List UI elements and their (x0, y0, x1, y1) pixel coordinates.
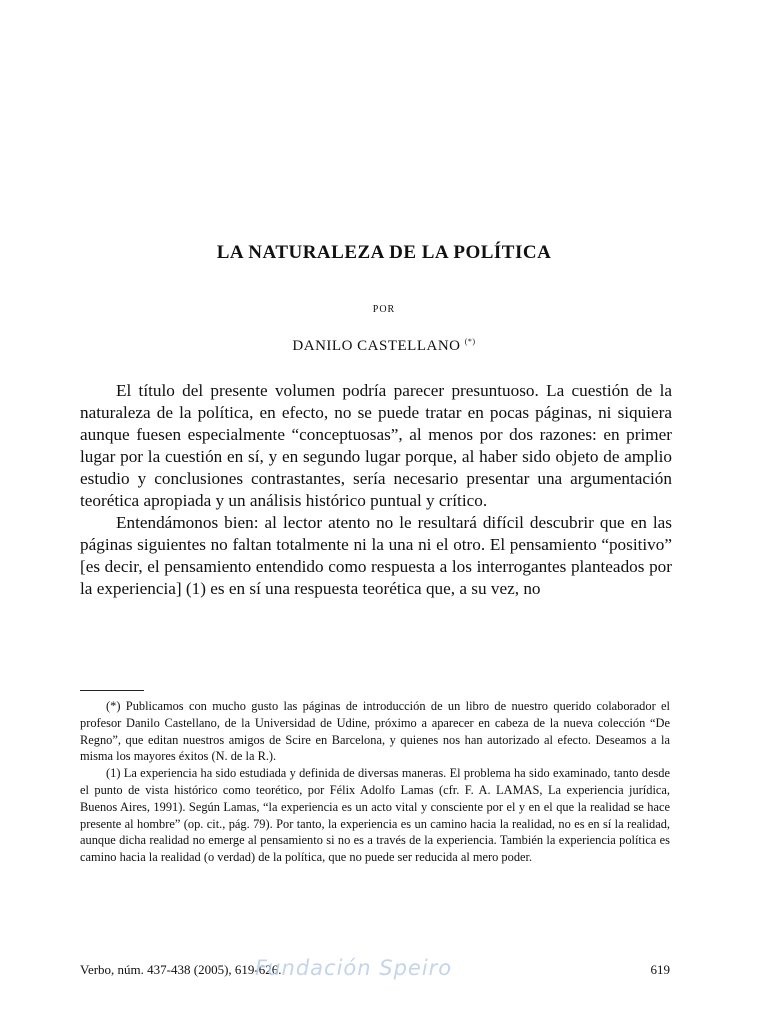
body-paragraph-1: El título del presente volumen podría parecer presuntuoso. La cuestión de la naturaleza de la política, en efecto, no se puede tratar en pocas páginas, ni siquiera aunque fuesen especialmente “conceptuosas”, al menos por dos razones: en primer lugar por la cuestión en sí, y en segundo lugar porque, al haber sido objeto de amplio estudio y conclusiones contrastantes, sería necesario presentar una argumentación teorética apropiada y un análisis histórico puntual y crítico. (80, 381, 672, 510)
body-paragraph-2: Entendámonos bien: al lector atento no le resultará difícil descubrir que en las páginas siguientes no faltan totalmente ni la una ni el otro. El pensamiento “positivo” [es decir, el pensamiento entendido como respuesta a los interrogantes planteados por la experiencia] (1) es en sí una respuesta teorética que, a su vez, no (80, 513, 672, 598)
author-name-line (0, 337, 768, 355)
watermark-text: Fundación Speiro (255, 956, 453, 980)
footnote-1: (1) La experiencia ha sido estudiada y definida de diversas maneras. El problema ha sido examinado, tanto desde el punto de vista histórico como teorético, por Félix Adolfo Lamas (cfr. F. A. LAMAS, La experiencia jurídica, Buenos Aires, 1991). Según Lamas, “la experiencia es un acto vital y consciente por el y en el que la realidad se hace presente al hombre” (op. cit., pág. 79). Por tanto, la experiencia es un camino hacia la realidad, no es en sí la realidad, aunque dicha realidad no emerge al pensamiento si no es a través de la experiencia. También la experiencia política es camino hacia la realidad (o verdad) de la política, que no puede ser reducida al mero poder. (80, 766, 670, 865)
author-name: DANILO CASTELLANO (292, 338, 461, 354)
byline-prefix: POR (372, 304, 396, 315)
footnotes (80, 698, 670, 866)
journal-citation: Verbo, núm. 437-438 (2005), 619-626. (80, 962, 282, 977)
author-footnote-mark: (*) (464, 337, 476, 346)
footnote-divider (80, 690, 144, 691)
page-number: 619 (650, 962, 670, 977)
article-title: LA NATURALEZA DE LA POLÍTICA (216, 242, 552, 263)
article-body (80, 380, 672, 600)
footnote-star: (*) Publicamos con mucho gusto las páginas de introducción de un libro de nuestro querido colaborador el profesor Danilo Castellano, de la Universidad de Udine, próximo a aparecer en cabeza de la nueva colección “De Regno”, que editan nuestros amigos de Scire en Barcelona, y quienes nos han autorizado al efecto. Deseamos a la misma los mayores éxitos (N. de la R.). (80, 699, 670, 764)
